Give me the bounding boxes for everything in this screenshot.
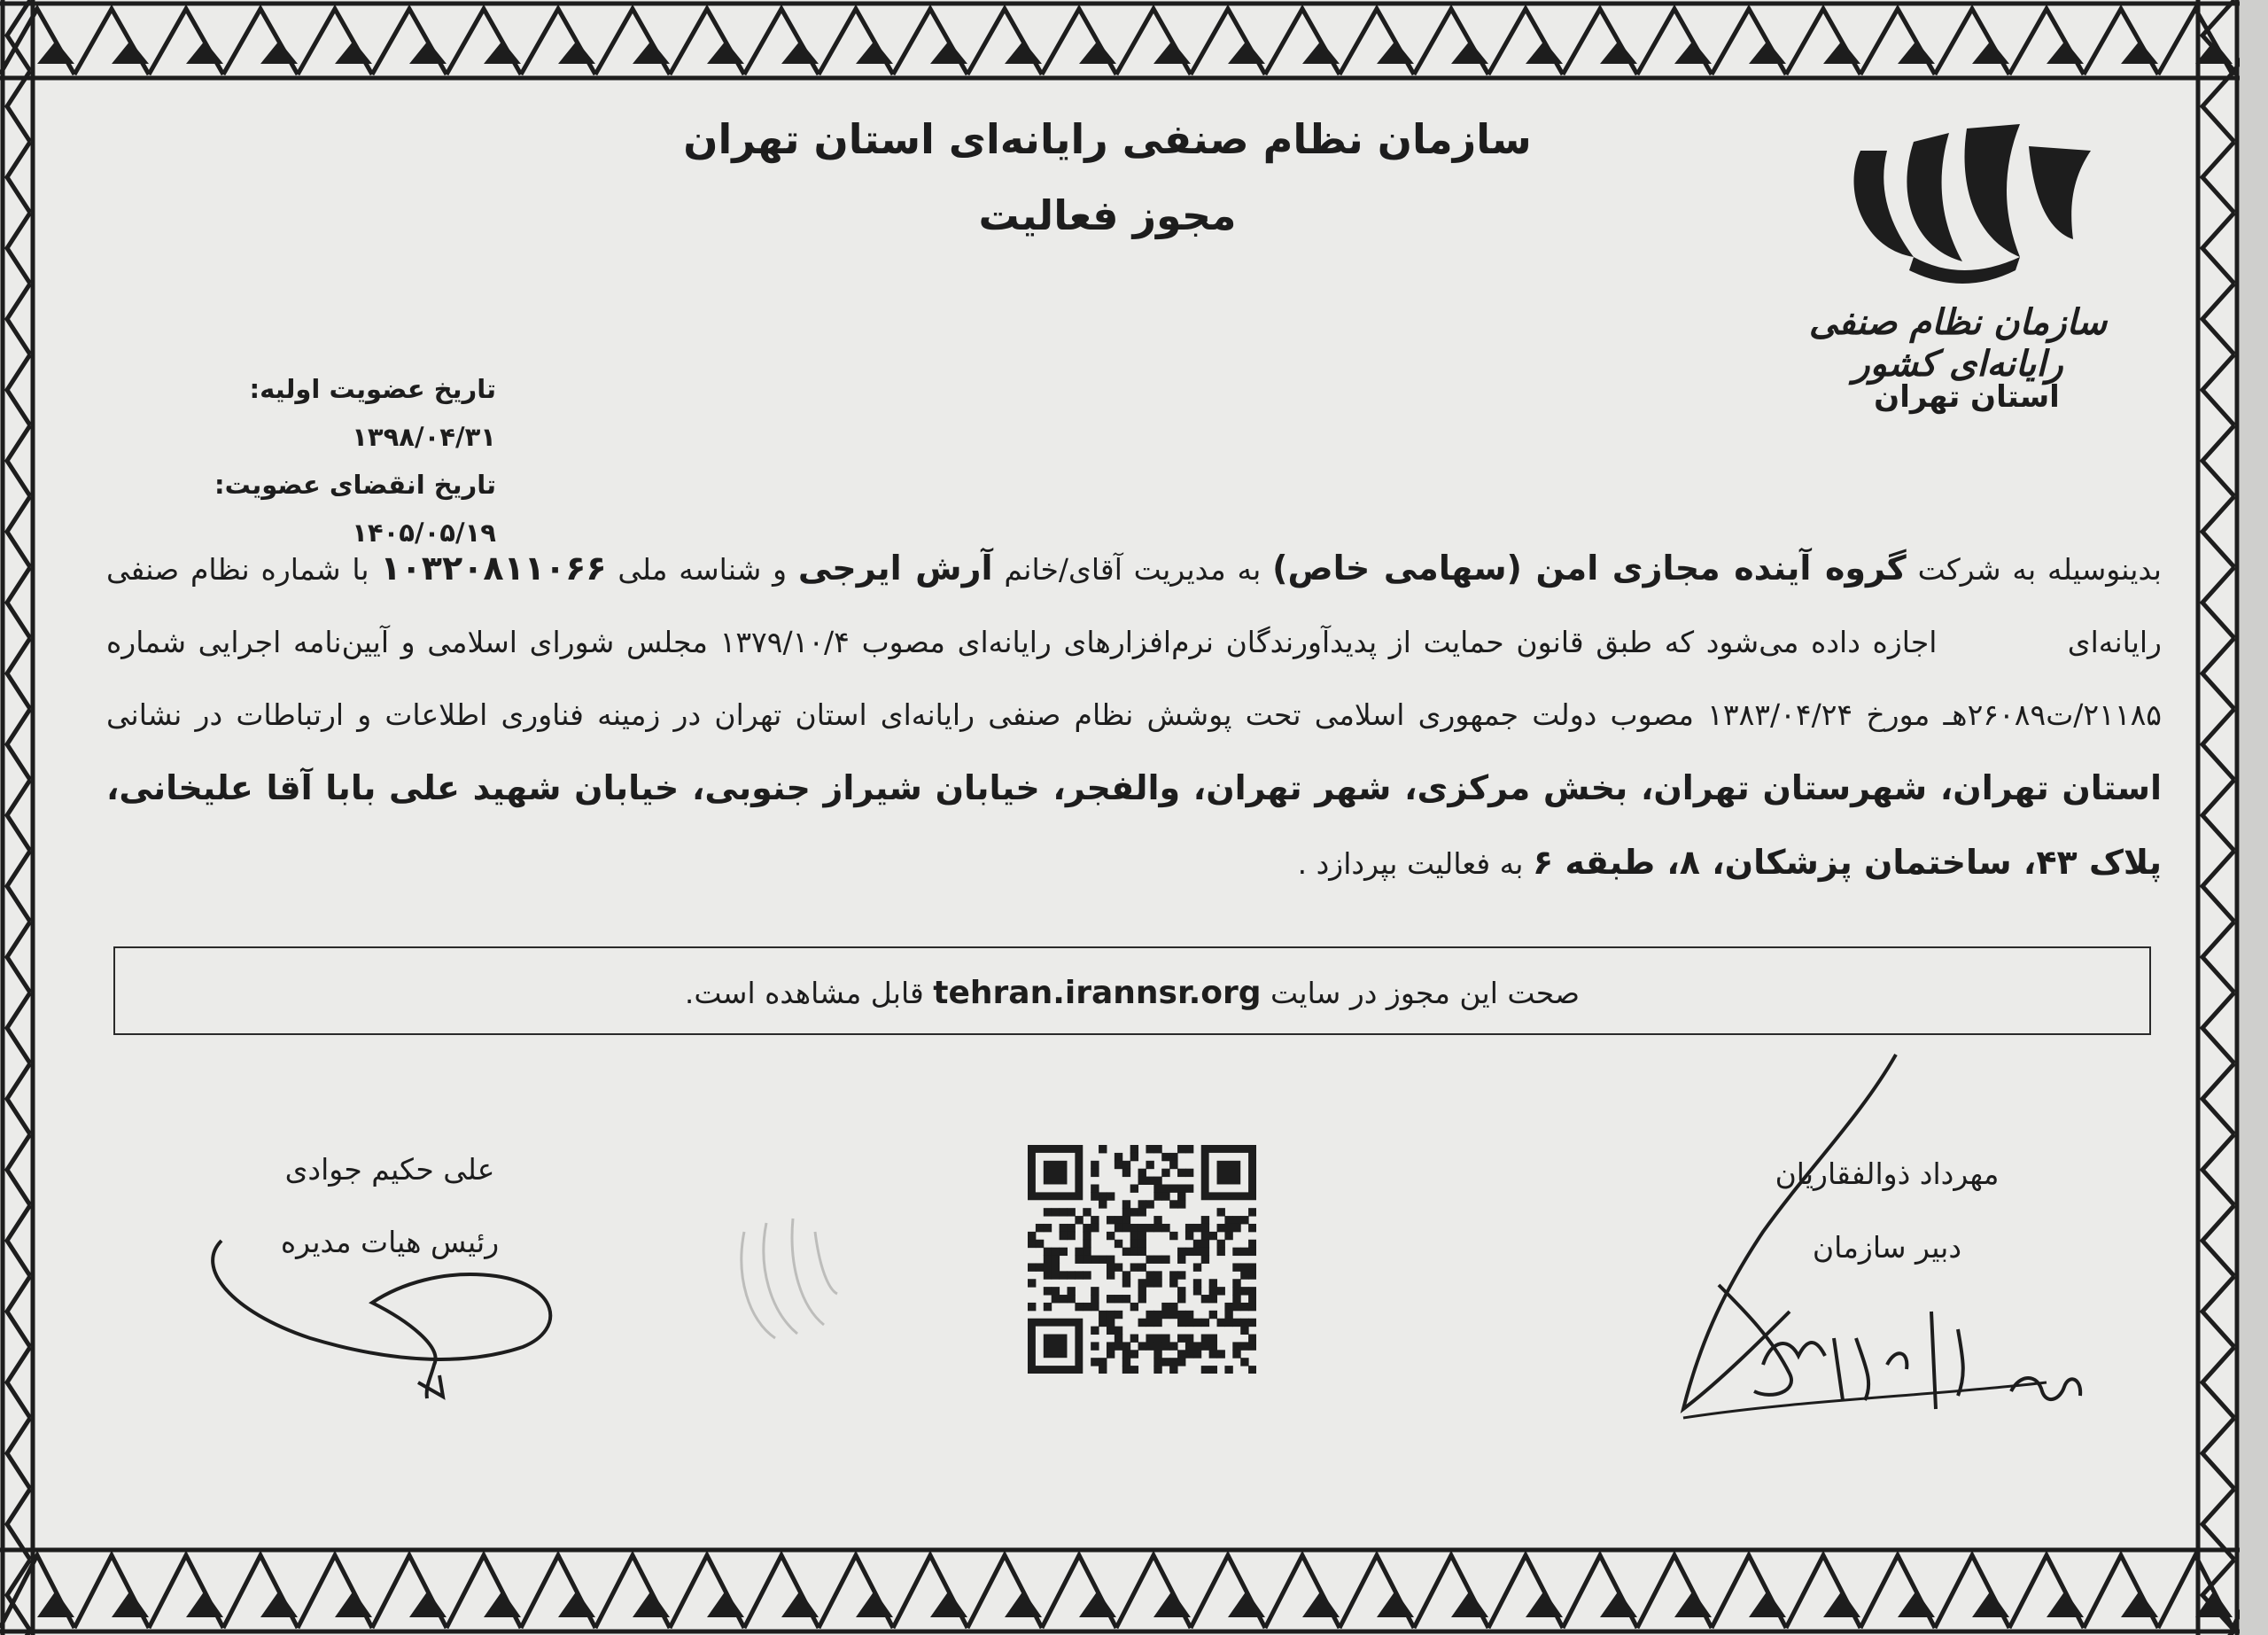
verification-site-link[interactable]: tehran.irannsr.org	[933, 975, 1262, 1011]
body-national-id-label: و شناسه ملی	[617, 552, 788, 587]
verification-box	[113, 946, 2151, 1035]
body-intro: بدینوسیله به شرکت	[1917, 552, 2162, 587]
right-signatory-title: دبیر سازمان	[1812, 1230, 1962, 1265]
verification-text	[115, 975, 2149, 1011]
right-signature-icon	[1666, 1046, 2109, 1462]
expiry-date-value: ۱۴۰۵/۰۵/۱۹	[352, 518, 496, 548]
national-id: ۱۰۳۲۰۸۱۱۰۶۶	[380, 549, 607, 588]
verification-suffix: قابل مشاهده است.	[684, 976, 924, 1010]
manager-name: آرش ایرجی	[797, 549, 993, 588]
logo-org-text: سازمان نظام صنفی رایانه‌ای کشور	[1808, 301, 2108, 385]
left-signatory-title: رئیس هیات مدیره	[280, 1225, 500, 1259]
body-guild-number-label: با شماره نظام صنفی رایانه‌ای	[106, 552, 2162, 659]
left-signature-icon	[177, 1187, 602, 1400]
company-name: گروه آینده مجازی امن (سهامی خاص)	[1272, 549, 1907, 588]
logo-province: استان تهران	[1874, 379, 2060, 415]
license-body	[106, 532, 2162, 900]
left-signatory-name: علی حکیم جوادی	[284, 1152, 495, 1187]
expiry-date-label: تاریخ انقضای عضویت:	[214, 470, 496, 500]
body-manager-label: به مدیریت آقای/خانم	[1004, 552, 1262, 587]
company-address: استان تهران، شهرستان تهران، بخش مرکزی، شهر تهران، والفجر، خیابان شیراز جنوبی، خیابان شهید علی بابا آقا علیخانی، پلاک ۴۳، ساختمان پزشکان، ۸، طبقه ۶	[106, 768, 2162, 882]
verification-prefix: صحت این مجوز در سایت	[1270, 976, 1581, 1010]
org-title: سازمان نظام صنفی رایانه‌ای استان تهران	[683, 115, 1532, 163]
body-legal-text: اجازه داده می‌شود که طبق قانون حمایت از پدیدآورندگان نرم‌افزارهای رایانه‌ای مصوب ۱۳۷۹/۱۰/۴ مجلس شورای اسلامی و آیین‌نامه اجرایی شماره ۲۱۱۸۵/ت۲۶۰۸۹هـ مورخ ۱۳۸۳/۰۴/۲۴ مصوب دولت جمهوری اسلامی تحت پوشش نظام صنفی رایانه‌ای استان تهران در زمینه فناوری اطلاعات و ارتباطات در نشانی	[106, 625, 2163, 732]
initial-membership-date	[106, 365, 496, 461]
right-signatory-name: مهرداد ذوالفقاریان	[1775, 1156, 2000, 1191]
logo-watermark-icon	[726, 1205, 842, 1356]
qr-code-icon	[1028, 1145, 1256, 1374]
body-closing: به فعالیت بپردازد .	[1297, 846, 1524, 881]
initial-date-label: تاریخ عضویت اولیه:	[249, 374, 496, 404]
initial-date-value: ۱۳۹۸/۰۴/۳۱	[352, 422, 496, 452]
certificate-type: مجوز فعالیت	[978, 191, 1237, 239]
zigzag-border-top	[0, 0, 2240, 82]
zigzag-border-right	[2195, 0, 2240, 1635]
zigzag-border-bottom	[0, 1546, 2240, 1635]
membership-dates	[106, 365, 496, 557]
zigzag-border-left	[0, 0, 35, 1635]
